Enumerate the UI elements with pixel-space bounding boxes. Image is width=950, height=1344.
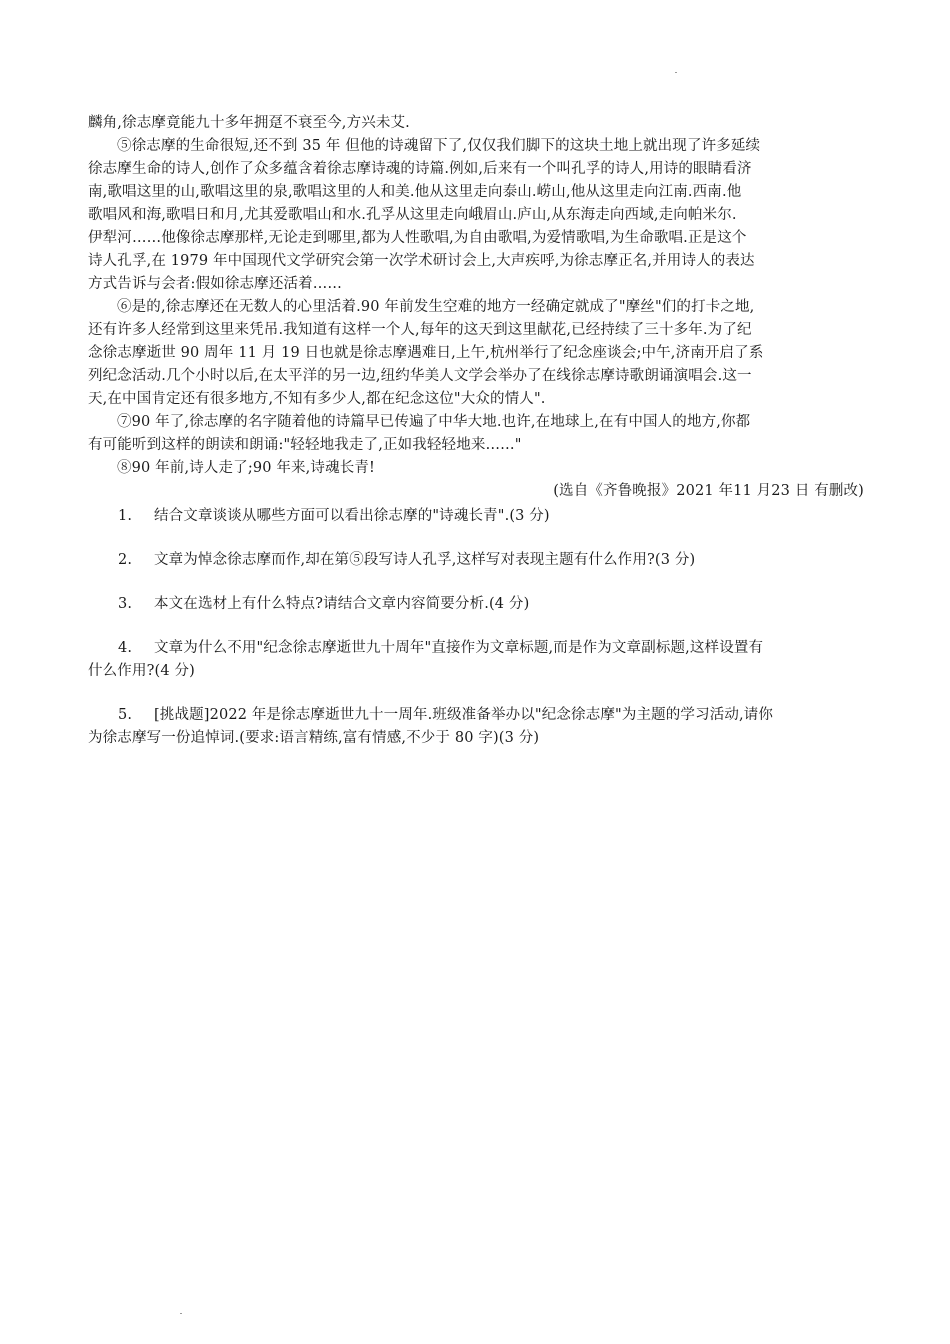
- question-text-continued: 为徐志摩写一份追悼词.(要求:语言精练,富有情感,不少于 80 字)(3 分): [88, 730, 540, 746]
- paragraph-5: [88, 135, 866, 296]
- paragraph-5-line: 徐志摩生命的诗人,创作了众多蕴含着徐志摩诗魂的诗篇.例如,后来有一个叫孔孚的诗人,用诗的眼睛看济: [88, 161, 752, 177]
- question-number: 2.: [118, 552, 133, 568]
- question-text-continued: 什么作用?(4 分): [88, 663, 195, 679]
- paragraph-6-line: ⑥是的,徐志摩还在无数人的心里活着.90 年前发生空难的地方一经确定就成了"摩丝"们的打卡之地,: [117, 299, 755, 315]
- question-1: [88, 505, 866, 528]
- paragraph-5-line: 方式告诉与会者:假如徐志摩还活着……: [88, 276, 343, 292]
- paragraph-6-line: 列纪念活动.几个小时以后,在太平洋的另一边,纽约华美人文学会举办了在线徐志摩诗歌朗诵演唱会.这一: [88, 368, 752, 384]
- header-dot-mark: [675, 72, 677, 73]
- question-2: [88, 549, 866, 572]
- paragraph-7-line: 有可能听到这样的朗读和朗诵:"轻轻地我走了,正如我轻轻地来……": [88, 437, 522, 453]
- question-number: 4.: [118, 640, 133, 656]
- paragraph-6-line: 天,在中国肯定还有很多地方,不知有多少人,都在纪念这位"大众的情人".: [88, 391, 546, 407]
- paragraph-6: [88, 296, 866, 411]
- question-3: [88, 593, 866, 616]
- paragraph-5-line: 南,歌唱这里的山,歌唱这里的泉,歌唱这里的人和美.他从这里走向泰山.崂山,他从这里走向江南.西南.他: [88, 184, 742, 200]
- source-citation: (选自《齐鲁晚报》2021 年11 月23 日 有删改): [553, 483, 864, 499]
- paragraph-8: ⑧90 年前,诗人走了;90 年来,诗魂长青!: [117, 460, 375, 476]
- paragraph-5-line: ⑤徐志摩的生命很短,还不到 35 年 但他的诗魂留下了,仅仅我们脚下的这块土地上就出现了许多延续: [117, 138, 761, 154]
- paragraph-4-tail: 麟角,徐志摩竟能九十多年拥趸不衰至今,方兴未艾.: [88, 115, 410, 131]
- paragraph-6-line: 念徐志摩逝世 90 周年 11 月 19 日也就是徐志摩遇难日,上午,杭州举行了纪念座谈会;中午,济南开启了系: [88, 345, 764, 361]
- document-page: [88, 112, 866, 750]
- question-text: 本文在选材上有什么特点?请结合文章内容简要分析.(4 分): [154, 596, 530, 612]
- paragraph-7: [88, 411, 866, 457]
- footer-dot-mark: [180, 1313, 182, 1314]
- question-text: 文章为什么不用"纪念徐志摩逝世九十周年"直接作为文章标题,而是作为文章副标题,这样设置有: [154, 640, 764, 656]
- question-number: 1.: [118, 508, 133, 524]
- question-text: 结合文章谈谈从哪些方面可以看出徐志摩的"诗魂长青".(3 分): [154, 508, 550, 524]
- question-number: 3.: [118, 596, 133, 612]
- paragraph-7-line: ⑦90 年了,徐志摩的名字随着他的诗篇早已传遍了中华大地.也许,在地球上,在有中国人的地方,你都: [117, 414, 751, 430]
- question-text: 文章为悼念徐志摩而作,却在第⑤段写诗人孔孚,这样写对表现主题有什么作用?(3 分): [154, 552, 696, 568]
- question-4: [88, 637, 866, 683]
- paragraph-5-line: 诗人孔孚,在 1979 年中国现代文学研究会第一次学术研讨会上,大声疾呼,为徐志摩正名,并用诗人的表达: [88, 253, 755, 269]
- question-number: 5.: [118, 707, 133, 723]
- questions-list: [88, 505, 866, 750]
- paragraph-5-line: 歌唱风和海,歌唱日和月,尤其爱歌唱山和水.孔孚从这里走向峨眉山.庐山,从东海走向西域,走向帕米尔.: [88, 207, 737, 223]
- question-5: [88, 704, 866, 750]
- paragraph-5-line: 伊犁河……他像徐志摩那样,无论走到哪里,都为人性歌唱,为自由歌唱,为爱情歌唱,为生命歌唱.正是这个: [88, 230, 747, 246]
- paragraph-6-line: 还有许多人经常到这里来凭吊.我知道有这样一个人,每年的这天到这里献花,已经持续了三十多年.为了纪: [88, 322, 752, 338]
- question-text: [挑战题]2022 年是徐志摩逝世九十一周年.班级准备举办以"纪念徐志摩"为主题的学习活动,请你: [154, 707, 774, 723]
